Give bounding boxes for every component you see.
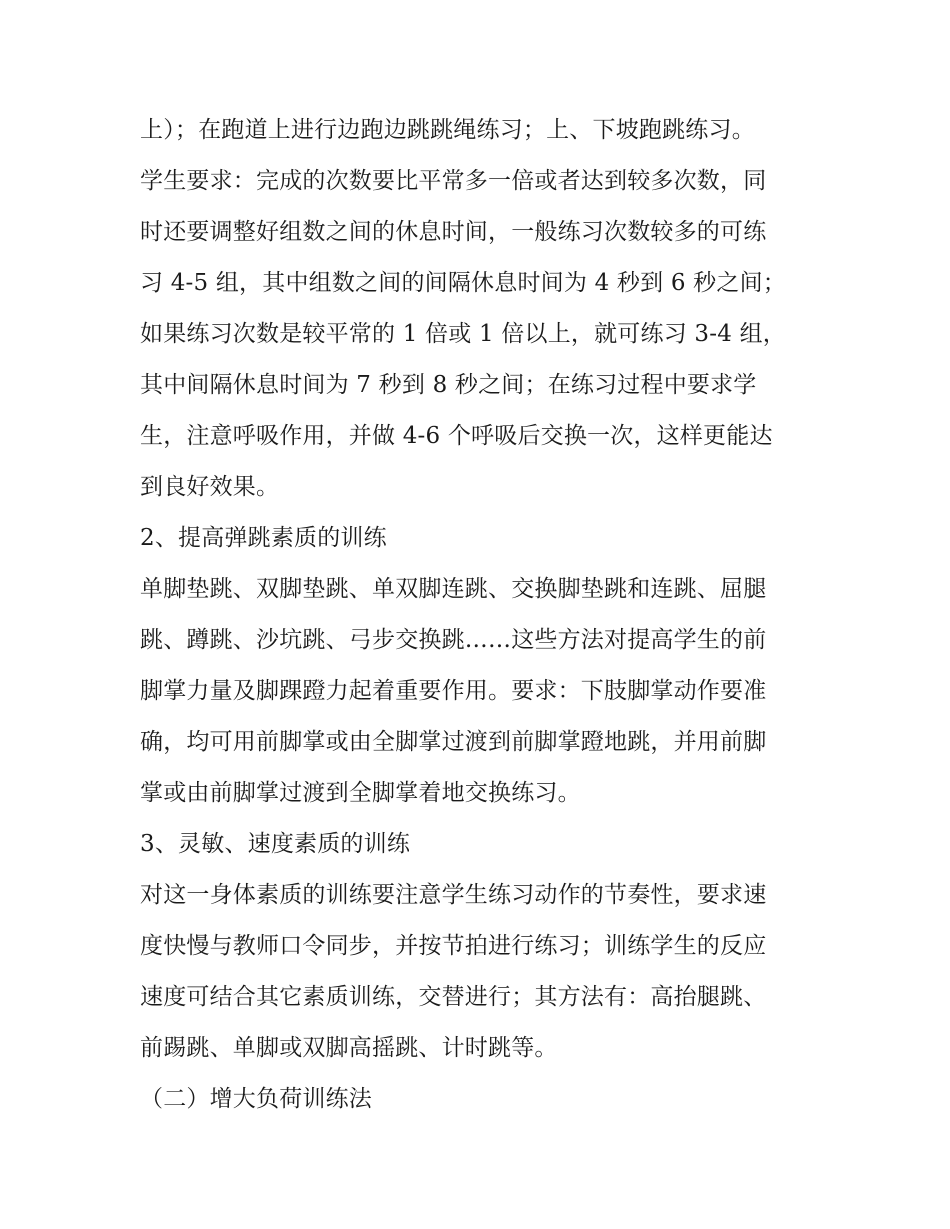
text-line: 生，注意呼吸作用，并做 4-6 个呼吸后交换一次，这样更能达 xyxy=(140,423,773,449)
section-heading: （二）增大负荷训练法 xyxy=(140,1086,372,1112)
text-line: 速度可结合其它素质训练，交替进行；其方法有：高抬腿跳、 xyxy=(140,984,767,1010)
text-line: 对这一身体素质的训练要注意学生练习动作的节奏性，要求速 xyxy=(140,882,767,908)
text-line: 其中间隔休息时间为 7 秒到 8 秒之间；在练习过程中要求学 xyxy=(140,372,757,398)
text-line: 前踢跳、单脚或双脚高摇跳、计时跳等。 xyxy=(140,1035,558,1061)
text-line: 时还要调整好组数之间的休息时间，一般练习次数较多的可练 xyxy=(140,219,767,245)
text-line: 确，均可用前脚掌或由全脚掌过渡到前脚掌蹬地跳，并用前脚 xyxy=(140,729,767,755)
text-line: 度快慢与教师口令同步，并按节拍进行练习；训练学生的反应 xyxy=(140,933,767,959)
text-line: 跳、蹲跳、沙坑跳、弓步交换跳……这些方法对提高学生的前 xyxy=(140,627,767,653)
document-body xyxy=(140,105,820,1125)
text-line: 到良好效果。 xyxy=(140,474,280,500)
text-line: 如果练习次数是较平常的 1 倍或 1 倍以上，就可练习 3-4 组， xyxy=(140,321,786,347)
text-line: 习 4-5 组，其中组数之间的间隔休息时间为 4 秒到 6 秒之间； xyxy=(140,270,786,296)
text-line: 上）；在跑道上进行边跑边跳跳绳练习；上、下坡跑跳练习。 xyxy=(140,117,755,143)
section-heading: 2、提高弹跳素质的训练 xyxy=(140,525,387,551)
section-heading: 3、灵敏、速度素质的训练 xyxy=(140,831,411,857)
text-line: 掌或由前脚掌过渡到全脚掌着地交换练习。 xyxy=(140,780,581,806)
text-line: 脚掌力量及脚踝蹬力起着重要作用。要求：下肢脚掌动作要准 xyxy=(140,678,767,704)
text-line: 单脚垫跳、双脚垫跳、单双脚连跳、交换脚垫跳和连跳、屈腿 xyxy=(140,576,767,602)
text-line: 学生要求：完成的次数要比平常多一倍或者达到较多次数，同 xyxy=(140,168,767,194)
